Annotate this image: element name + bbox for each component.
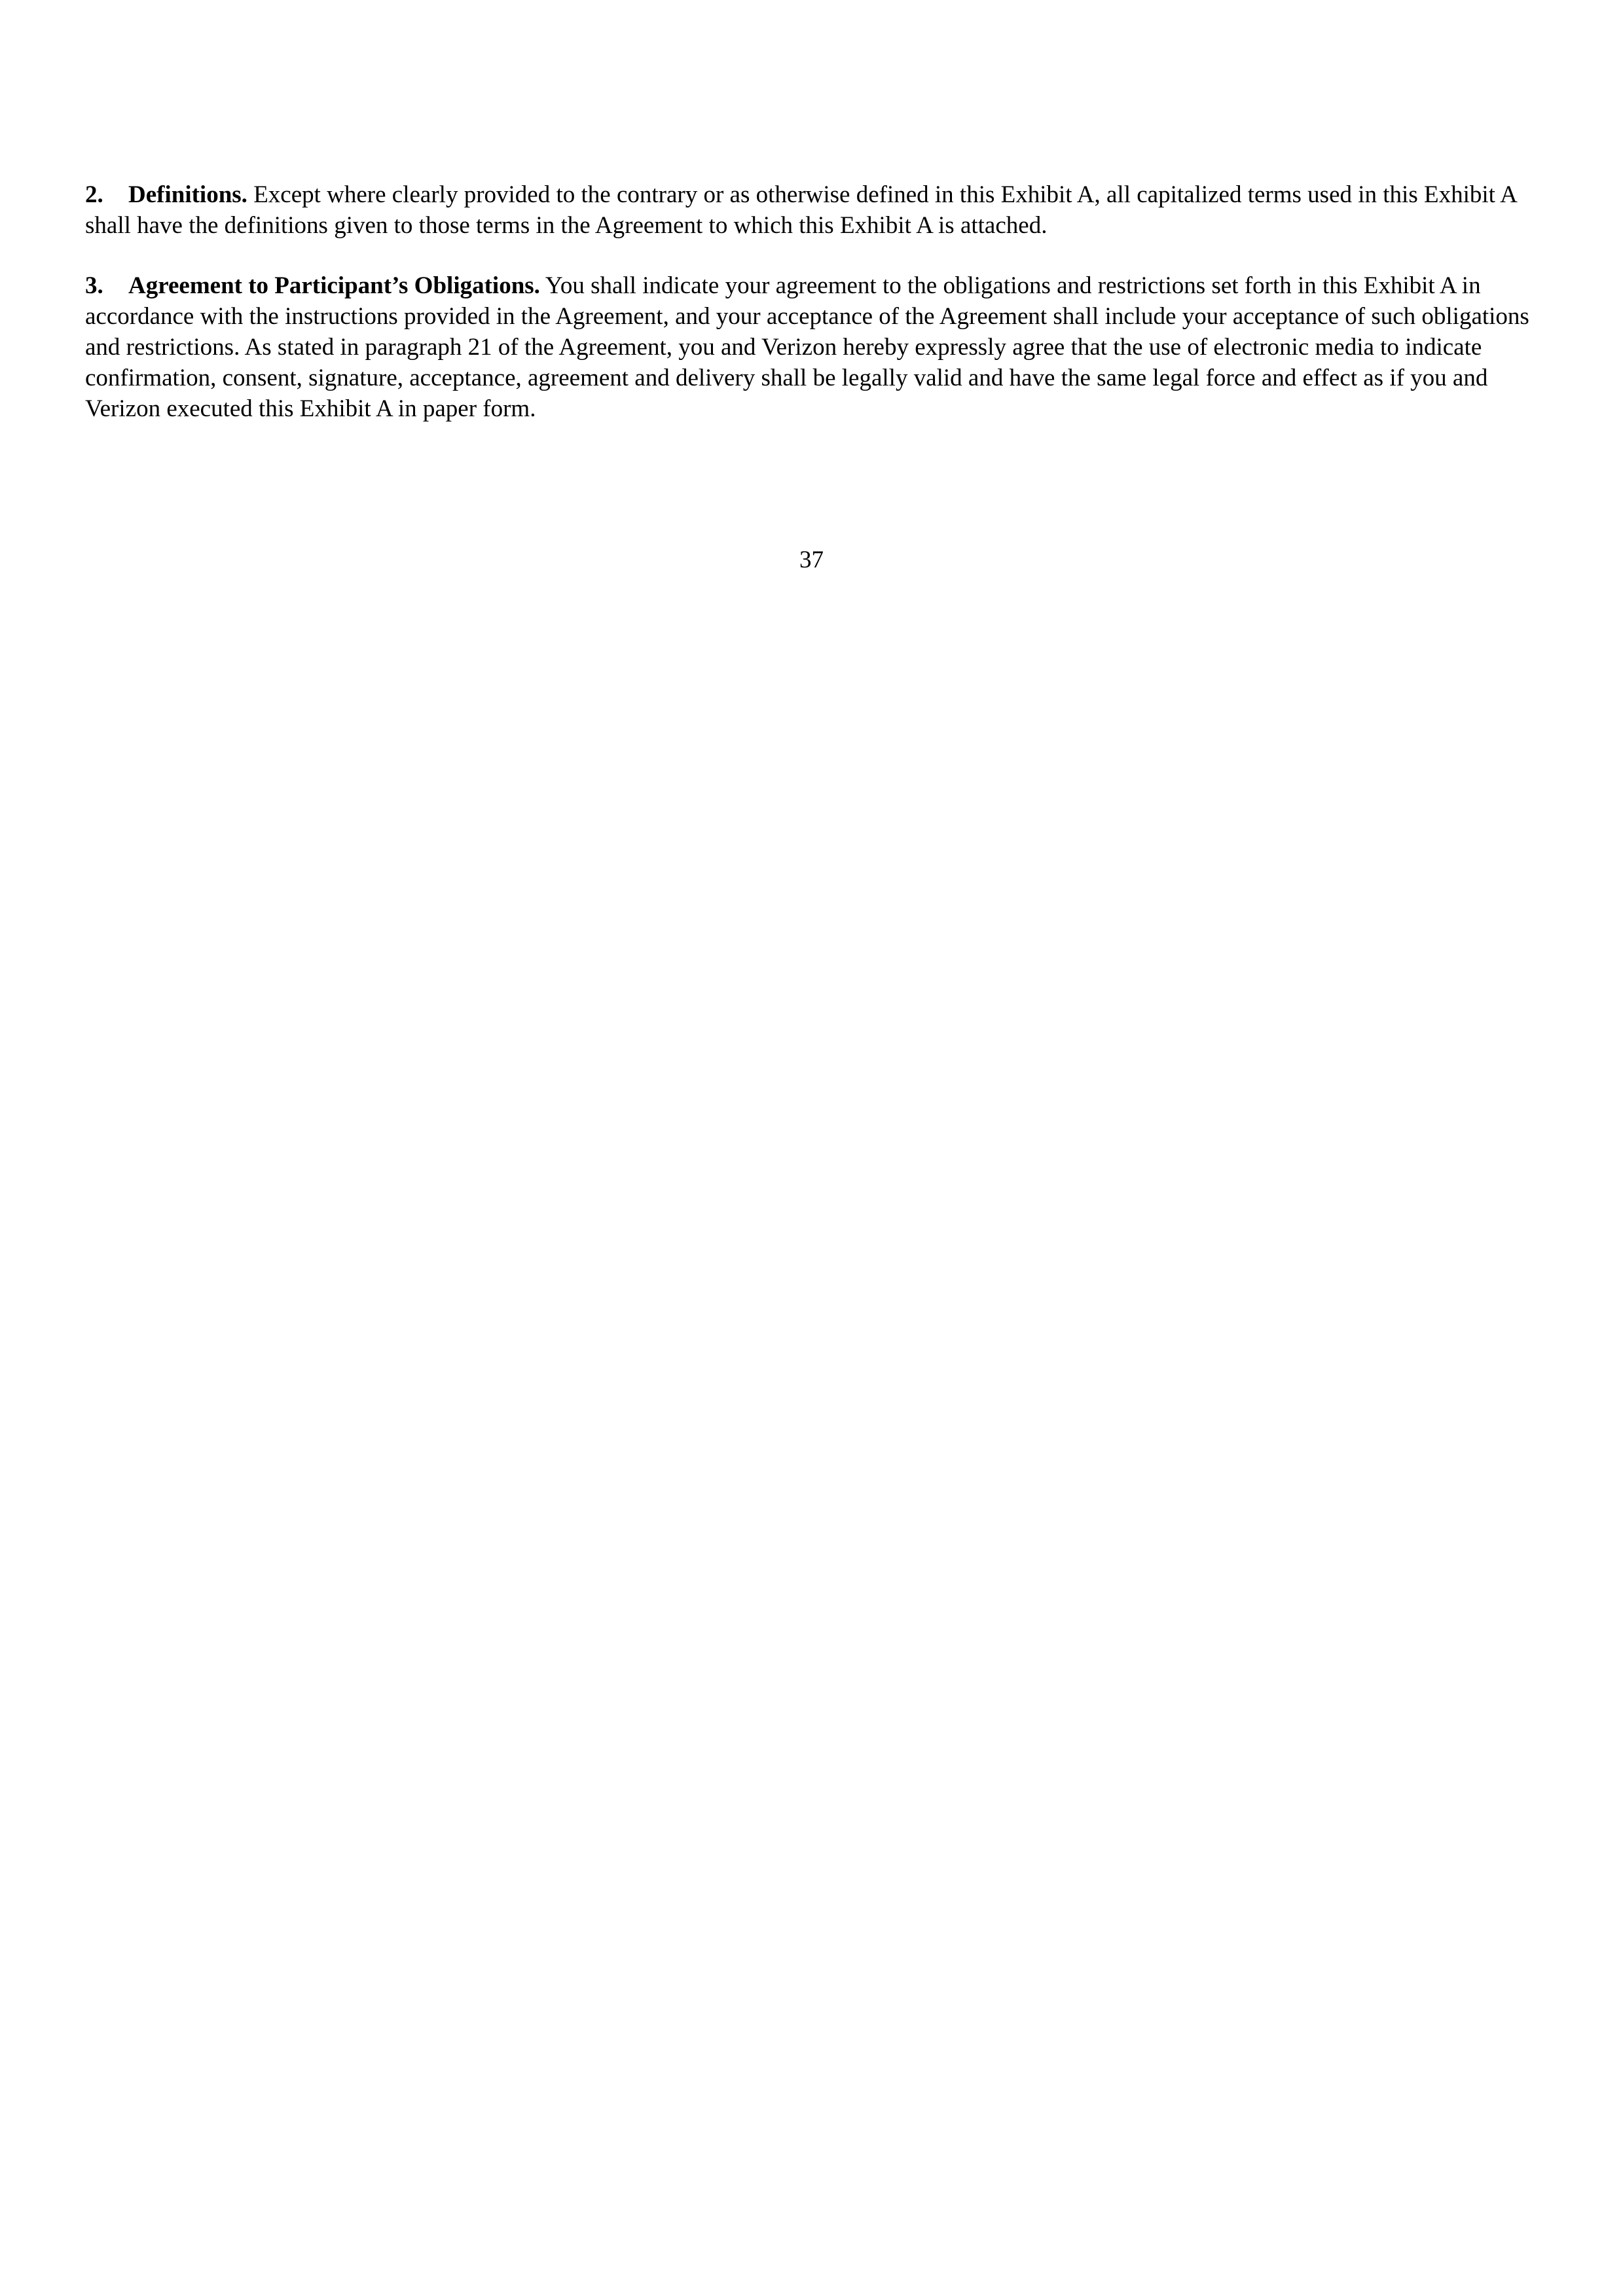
section-body: Except where clearly provided to the contrary or as otherwise defined in this Exhibit A, all capitalized terms used in this Exhibit A shall have the definitions given to those terms in the Agreement to which this Exhibit A is attached.: [85, 181, 1516, 239]
page-number: 37: [799, 547, 824, 573]
section-agreement-obligations: [85, 270, 1532, 424]
section-heading: Agreement to Participant’s Obligations.: [128, 272, 540, 299]
document-body: [85, 179, 1532, 424]
section-heading: Definitions.: [128, 181, 247, 208]
section-definitions: [85, 179, 1532, 241]
section-number: 3.: [85, 272, 103, 299]
section-number: 2.: [85, 181, 103, 208]
section-body: You shall indicate your agreement to the obligations and restrictions set forth in this Exhibit A in accordance with the instructions provided in the Agreement, and your acceptance of the Agreement shall include your acceptance of such obligations and restrictions. As stated in paragraph 21 of the Agreement, you and Verizon hereby expressly agree that the use of electronic media to indicate confirmation, consent, signature, acceptance, agreement and delivery shall be legally valid and have the same legal force and effect as if you and Verizon executed this Exhibit A in paper form.: [85, 272, 1529, 422]
